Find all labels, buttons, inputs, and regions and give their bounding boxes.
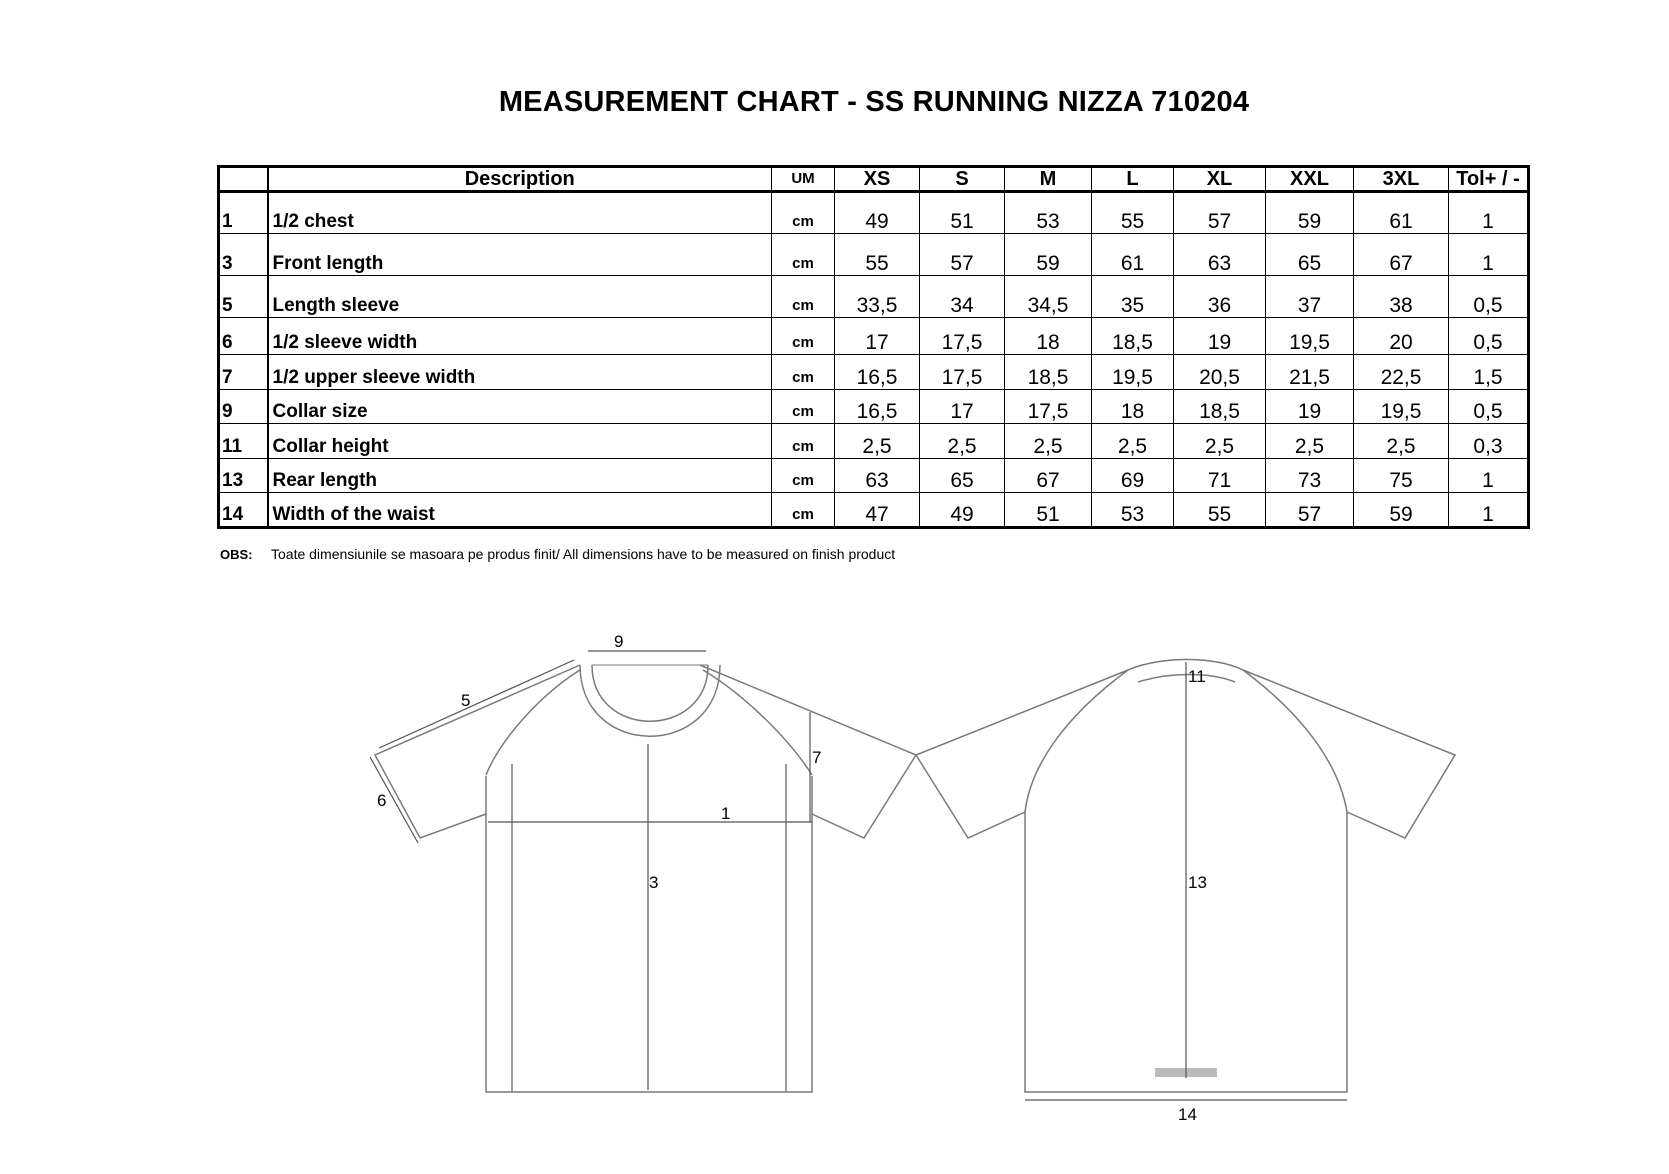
- row-size-value: 61: [1092, 234, 1174, 276]
- row-unit: cm: [772, 424, 835, 459]
- row-description: Collar size: [268, 390, 772, 424]
- table-row: [219, 459, 1529, 493]
- row-description: Rear length: [268, 459, 772, 493]
- measurement-table: [217, 165, 1530, 529]
- row-size-value: 59: [1005, 234, 1092, 276]
- table-row: [219, 424, 1529, 459]
- back-dimension-lines: [1025, 662, 1347, 1100]
- row-number: 11: [219, 424, 268, 459]
- row-size-value: 36: [1174, 276, 1266, 318]
- row-number: 7: [219, 355, 268, 390]
- header-num: [219, 167, 268, 192]
- header-size: XXL: [1266, 167, 1354, 192]
- row-description: Front length: [268, 234, 772, 276]
- row-size-value: 34: [920, 276, 1005, 318]
- row-number: 6: [219, 318, 268, 355]
- row-size-value: 2,5: [1092, 424, 1174, 459]
- row-size-value: 2,5: [1174, 424, 1266, 459]
- obs-text: Toate dimensiunile se masoara pe produs finit/ All dimensions have to be measured on finish product: [271, 546, 896, 562]
- row-tolerance: 0,5: [1449, 276, 1529, 318]
- table-row: [219, 493, 1529, 528]
- row-size-value: 17: [835, 318, 920, 355]
- row-size-value: 2,5: [1005, 424, 1092, 459]
- front-label-front-length: 3: [649, 873, 659, 892]
- obs-label: OBS:: [220, 547, 253, 562]
- row-size-value: 2,5: [835, 424, 920, 459]
- header-um: UM: [772, 167, 835, 192]
- table-row: [219, 276, 1529, 318]
- garment-diagram: [0, 600, 1669, 1160]
- row-size-value: 55: [835, 234, 920, 276]
- row-unit: cm: [772, 459, 835, 493]
- row-number: 9: [219, 390, 268, 424]
- row-size-value: 55: [1174, 493, 1266, 528]
- table-row: [219, 234, 1529, 276]
- row-size-value: 59: [1266, 192, 1354, 234]
- header-size: XL: [1174, 167, 1266, 192]
- row-unit: cm: [772, 234, 835, 276]
- row-size-value: 55: [1092, 192, 1174, 234]
- header-size: M: [1005, 167, 1092, 192]
- header-size: L: [1092, 167, 1174, 192]
- row-size-value: 75: [1354, 459, 1449, 493]
- row-size-value: 20,5: [1174, 355, 1266, 390]
- row-description: Width of the waist: [268, 493, 772, 528]
- row-tolerance: 0,5: [1449, 390, 1529, 424]
- row-size-value: 63: [1174, 234, 1266, 276]
- row-size-value: 18,5: [1005, 355, 1092, 390]
- row-size-value: 18,5: [1174, 390, 1266, 424]
- row-number: 14: [219, 493, 268, 528]
- row-description: 1/2 sleeve width: [268, 318, 772, 355]
- front-shirt-drawing: [375, 665, 916, 1092]
- row-size-value: 19: [1174, 318, 1266, 355]
- front-label-collar: 9: [614, 632, 624, 651]
- row-size-value: 17,5: [920, 355, 1005, 390]
- row-size-value: 34,5: [1005, 276, 1092, 318]
- back-label-rear-length: 13: [1188, 873, 1207, 892]
- row-size-value: 38: [1354, 276, 1449, 318]
- table-row: [219, 355, 1529, 390]
- row-size-value: 61: [1354, 192, 1449, 234]
- row-tolerance: 0,5: [1449, 318, 1529, 355]
- row-tolerance: 0,3: [1449, 424, 1529, 459]
- row-size-value: 47: [835, 493, 920, 528]
- row-size-value: 2,5: [1354, 424, 1449, 459]
- row-size-value: 49: [835, 192, 920, 234]
- row-size-value: 2,5: [1266, 424, 1354, 459]
- row-size-value: 16,5: [835, 355, 920, 390]
- row-number: 1: [219, 192, 268, 234]
- row-size-value: 65: [920, 459, 1005, 493]
- obs-note: [220, 546, 895, 562]
- row-description: Collar height: [268, 424, 772, 459]
- row-number: 13: [219, 459, 268, 493]
- row-size-value: 19,5: [1092, 355, 1174, 390]
- row-size-value: 18,5: [1092, 318, 1174, 355]
- back-label-collar-height: 11: [1188, 667, 1206, 686]
- row-unit: cm: [772, 390, 835, 424]
- row-unit: cm: [772, 276, 835, 318]
- row-size-value: 18: [1005, 318, 1092, 355]
- front-label-sleeve-width: 6: [377, 791, 387, 810]
- row-size-value: 65: [1266, 234, 1354, 276]
- front-dimension-lines: [370, 651, 812, 1090]
- row-size-value: 37: [1266, 276, 1354, 318]
- row-size-value: 18: [1092, 390, 1174, 424]
- row-size-value: 57: [920, 234, 1005, 276]
- row-number: 5: [219, 276, 268, 318]
- row-size-value: 57: [1266, 493, 1354, 528]
- row-size-value: 35: [1092, 276, 1174, 318]
- row-size-value: 59: [1354, 493, 1449, 528]
- front-label-upper-sleeve: 7: [812, 748, 822, 767]
- row-tolerance: 1: [1449, 192, 1529, 234]
- row-size-value: 19: [1266, 390, 1354, 424]
- table-row: [219, 318, 1529, 355]
- table-row: [219, 390, 1529, 424]
- row-size-value: 67: [1005, 459, 1092, 493]
- row-description: 1/2 chest: [268, 192, 772, 234]
- row-size-value: 73: [1266, 459, 1354, 493]
- row-size-value: 53: [1092, 493, 1174, 528]
- row-size-value: 69: [1092, 459, 1174, 493]
- front-label-chest: 1: [721, 804, 731, 823]
- row-unit: cm: [772, 355, 835, 390]
- row-size-value: 71: [1174, 459, 1266, 493]
- row-tolerance: 1,5: [1449, 355, 1529, 390]
- row-tolerance: 1: [1449, 234, 1529, 276]
- row-size-value: 2,5: [920, 424, 1005, 459]
- row-size-value: 33,5: [835, 276, 920, 318]
- row-size-value: 17: [920, 390, 1005, 424]
- row-size-value: 17,5: [1005, 390, 1092, 424]
- front-label-sleeve-length: 5: [461, 691, 471, 710]
- row-size-value: 22,5: [1354, 355, 1449, 390]
- row-size-value: 53: [1005, 192, 1092, 234]
- row-tolerance: 1: [1449, 459, 1529, 493]
- row-size-value: 49: [920, 493, 1005, 528]
- row-size-value: 19,5: [1354, 390, 1449, 424]
- row-size-value: 17,5: [920, 318, 1005, 355]
- header-size: 3XL: [1354, 167, 1449, 192]
- table-row: [219, 192, 1529, 234]
- row-size-value: 63: [835, 459, 920, 493]
- row-size-value: 16,5: [835, 390, 920, 424]
- row-number: 3: [219, 234, 268, 276]
- row-size-value: 51: [920, 192, 1005, 234]
- back-label-waist: 14: [1178, 1105, 1197, 1124]
- header-size: XS: [835, 167, 920, 192]
- header-tolerance: Tol+ / -: [1449, 167, 1529, 192]
- table-header-row: [219, 167, 1529, 192]
- row-size-value: 20: [1354, 318, 1449, 355]
- row-size-value: 57: [1174, 192, 1266, 234]
- row-description: Length sleeve: [268, 276, 772, 318]
- row-description: 1/2 upper sleeve width: [268, 355, 772, 390]
- row-size-value: 51: [1005, 493, 1092, 528]
- row-size-value: 67: [1354, 234, 1449, 276]
- row-unit: cm: [772, 493, 835, 528]
- header-description: Description: [268, 167, 772, 192]
- page-title: MEASUREMENT CHART - SS RUNNING NIZZA 710204: [498, 86, 1250, 118]
- header-size: S: [920, 167, 1005, 192]
- row-unit: cm: [772, 318, 835, 355]
- row-unit: cm: [772, 192, 835, 234]
- row-tolerance: 1: [1449, 493, 1529, 528]
- row-size-value: 19,5: [1266, 318, 1354, 355]
- row-size-value: 21,5: [1266, 355, 1354, 390]
